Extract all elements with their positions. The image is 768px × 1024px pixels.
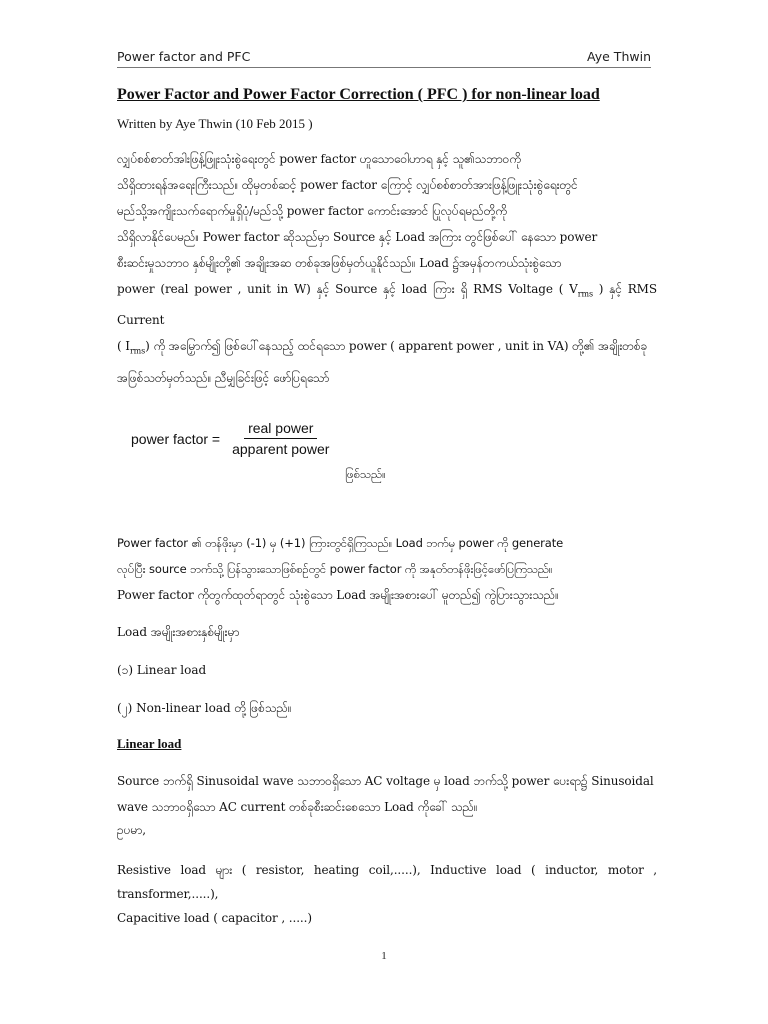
page-number: 1 bbox=[381, 950, 387, 962]
formula-tail: ဖြစ်သည်။ bbox=[345, 466, 386, 481]
load-type-1: (၁) Linear load bbox=[117, 662, 207, 677]
linear-paragraph bbox=[117, 768, 657, 840]
load-types-intro: Load အမျိုးအစားနှစ်မျိုးမှာ bbox=[117, 624, 240, 639]
formula-denominator: apparent power bbox=[232, 441, 330, 458]
intro-line-current bbox=[117, 333, 657, 364]
document-body bbox=[117, 86, 657, 930]
header-author: Aye Thwin bbox=[587, 49, 651, 64]
intro-paragraph bbox=[117, 146, 657, 391]
linear-line: ဥပမာ, bbox=[117, 822, 147, 837]
formula-fraction bbox=[228, 420, 333, 457]
range-line: လုပ်ပြီး source ဘက်သို့ ပြန်သွားသောဖြစ်စဉ်တွင် power factor ကို အနုတ်တန်ဖိုးဖြင့်ဖော်ပြကြသည်။ bbox=[117, 561, 553, 576]
intro-line: လျှပ်စစ်စာတ်အါးဖြန့်ဖြူးသုံးစွဲရေးတွင် power factor ဟူသောဝေါဟာရ နှင့် သူ၏သဘာဝကို bbox=[117, 152, 521, 166]
examples-paragraph bbox=[117, 858, 657, 930]
formula-lhs: power factor = bbox=[131, 430, 221, 447]
running-header bbox=[117, 40, 651, 68]
load-type-2: (၂) Non-linear load တို့ဖြစ်သည်။ bbox=[117, 700, 292, 715]
intro-line-voltage-rest: ) နှင့် RMS Current bbox=[117, 282, 657, 328]
range-line: Power factor ၏ တန်ဖိုးမှာ (-1) မှ (+1) ကြားတွင်ရှိကြသည်။ Load ဘက်မှ power ကို generate bbox=[117, 535, 564, 550]
linear-line: Source ဘက်ရှိ Sinusoidal wave သဘာဝရှိသော AC voltage မှ load ဘက်သို့ power ပေးရာ၌ Sinusoidal bbox=[117, 773, 654, 788]
intro-line: သိရှိလာနိုင်ပေမည်။ Power factor ဆိုသည်မှာ Source နှင့် Load အကြား တွင်ဖြစ်ပေါ် နေသော power bbox=[117, 230, 598, 244]
intro-line-current-rest: ) ကို အမြှောက်၍ ဖြစ်ပေါ်နေသည့် ထင်ရသော power ( apparent power , unit in VA) တို့၏ အချိုးတစ်ခု bbox=[145, 339, 648, 354]
intro-line-voltage bbox=[117, 276, 657, 333]
intro-line: အဖြစ်သတ်မှတ်သည်။ ညီမျှခြင်းဖြင့် ဖော်ပြရသော် bbox=[117, 370, 330, 385]
examples-line: Capacitive load ( capacitor , .....) bbox=[117, 910, 312, 925]
linear-load-heading: Linear load bbox=[117, 735, 182, 751]
intro-line: မည်သို့အကျိုးသက်ရောက်မှုရှိပုံ/မည်သို့ power factor ကောင်းအောင် ပြုလုပ်ရမည်တို့ကို bbox=[117, 204, 507, 218]
intro-line-current-text: ( I bbox=[117, 339, 130, 354]
irms-subscript: rms bbox=[129, 346, 146, 356]
range-line: Power factor ကိုတွက်ထုတ်ရာတွင် သုံးစွဲသော Load အမျိုးအစားပေါ် မူတည်၍ ကွဲပြားသွားသည်။ bbox=[117, 587, 559, 602]
linear-line: wave သဘာဝရှိသော AC current တစ်ခုစီးဆင်းစေသော Load ကိုခေါ် သည်။ bbox=[117, 799, 478, 814]
author-line: Written by Aye Thwin (10 Feb 2015 ) bbox=[117, 116, 313, 131]
formula-numerator: real power bbox=[244, 420, 317, 439]
intro-line: စီးဆင်းမှုသဘာဝ နှစ်မျိုးတို့၏ အချိုးအဆ တစ်ခုအဖြစ်မှတ်ယူနိုင်သည်။ Load ၌အမှန်တကယ်သုံးစွဲသော bbox=[117, 256, 562, 270]
examples-line: Resistive load များ ( resistor, heating coil,.....), Inductive load ( inductor, motor , transformer,.....), bbox=[117, 862, 657, 901]
intro-line-voltage-text: power (real power , unit in W) နှင့် Source နှင့် load ကြား ရှိ RMS Voltage ( V bbox=[117, 282, 578, 296]
document-title: Power Factor and Power Factor Correction ( PFC ) for non-linear load bbox=[117, 86, 600, 103]
power-factor-formula bbox=[131, 409, 657, 469]
header-title: Power factor and PFC bbox=[117, 49, 251, 64]
range-paragraph bbox=[117, 530, 657, 608]
vrms-subscript: rms bbox=[577, 289, 593, 299]
intro-line: သိရှိထားရန်အရေးကြီးသည်။ ထိုမှတစ်ဆင့် power factor ကြောင့် လျှပ်စစ်စာတ်အားဖြန့်ဖြူးသုံးစွဲရေးတွင် bbox=[117, 178, 578, 192]
